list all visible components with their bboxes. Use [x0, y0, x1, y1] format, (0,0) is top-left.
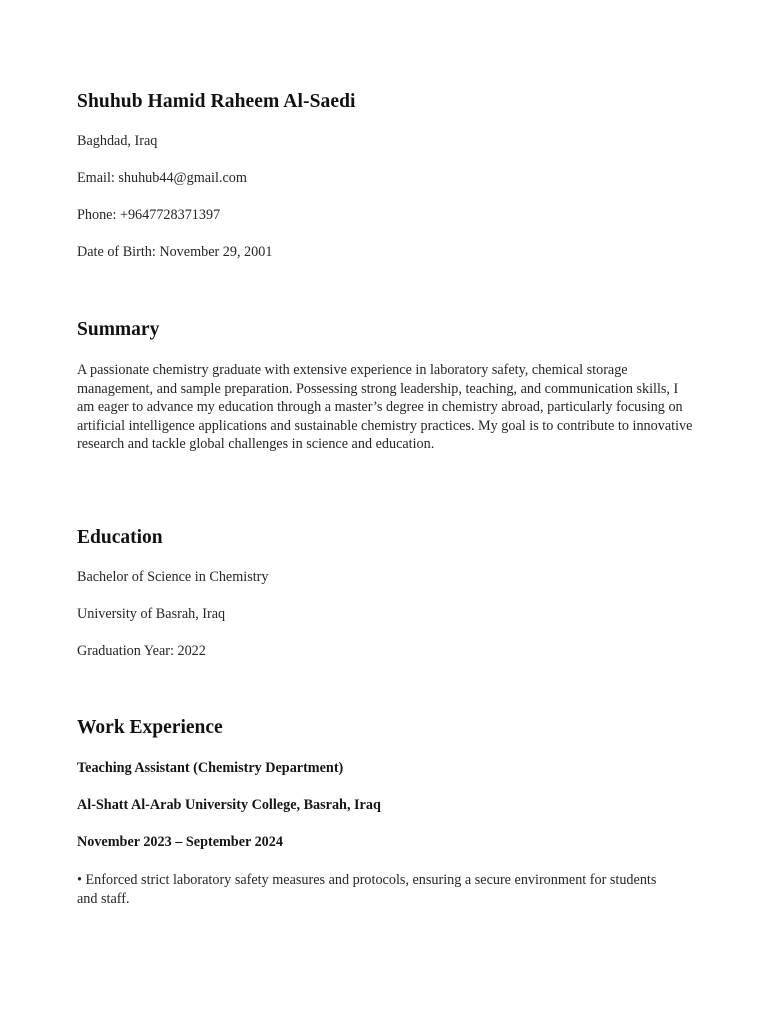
summary-heading: Summary [77, 319, 160, 340]
location: Baghdad, Iraq [77, 133, 158, 149]
candidate-name: Shuhub Hamid Raheem Al-Saedi [77, 91, 356, 112]
education-graduation-year: Graduation Year: 2022 [77, 643, 206, 659]
job-title: Teaching Assistant (Chemistry Department) [77, 760, 344, 776]
summary-text: A passionate chemistry graduate with extensive experience in laboratory safety, chemical storage management, and sample preparation. Possessing strong leadership, teaching, and communication skills, I am eager to advance my education through a master’s degree in chemistry abroad, particularly focusing on artificial intelligence applications and sustainable chemistry practices. My goal is to contribute to innovative research and tackle global challenges in science and education. [77, 362, 693, 453]
education-degree: Bachelor of Science in Chemistry [77, 569, 269, 585]
date-of-birth: Date of Birth: November 29, 2001 [77, 244, 273, 260]
job-dates: November 2023 – September 2024 [77, 834, 283, 850]
email-line: Email: shuhub44@gmail.com [77, 170, 247, 186]
work-experience-heading: Work Experience [77, 717, 223, 738]
education-heading: Education [77, 527, 163, 548]
education-university: University of Basrah, Iraq [77, 606, 226, 622]
job-bullet: • Enforced strict laboratory safety measures and protocols, ensuring a secure environment for students and staff. [77, 872, 657, 907]
job-employer: Al-Shatt Al-Arab University College, Basrah, Iraq [77, 797, 381, 813]
phone-line: Phone: +9647728371397 [77, 207, 221, 223]
